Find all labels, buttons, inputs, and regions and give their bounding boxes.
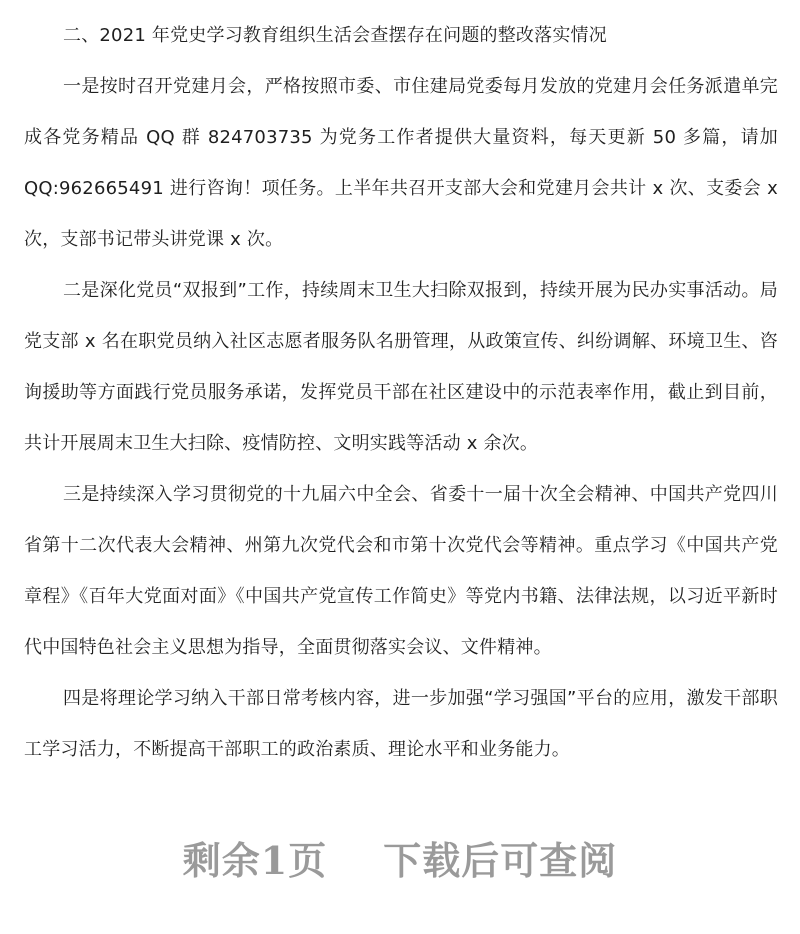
download-banner[interactable]: [0, 830, 800, 885]
section-heading: 二、2021 年党史学习教育组织生活会查摆存在问题的整改落实情况: [63, 25, 607, 46]
download-hint-label: 下载后可查阅: [383, 838, 618, 883]
paragraph-3: 三是持续深入学习贯彻党的十九届六中全会、省委十一届十次全会精神、中国共产党四川省第十二次代表大会精神、州第九次党代会和市第十次党代会等精神。重点学习《中国共产党章程》《百年大党面对面》《中国共产党宣传工作简史》等党内书籍、法律法规，以习近平新时代中国特色社会主义思想为指导，全面贯彻落实会议、文件精神。: [24, 484, 778, 658]
remaining-pages-label: 剩余1页: [182, 838, 328, 883]
paragraph-4: 四是将理论学习纳入干部日常考核内容，进一步加强“学习强国”平台的应用，激发干部职工学习活力，不断提高干部职工的政治素质、理论水平和业务能力。: [24, 688, 778, 760]
paragraph-2: 二是深化党员“双报到”工作，持续周末卫生大扫除双报到，持续开展为民办实事活动。局党支部 x 名在职党员纳入社区志愿者服务队名册管理，从政策宣传、纠纷调解、环境卫生、咨询援助等方面践行党员服务承诺，发挥党员干部在社区建设中的示范表率作用，截止到目前，共计开展周末卫生大扫除、疫情防控、文明实践等活动 x 余次。: [24, 280, 778, 454]
paragraph-1: 一是按时召开党建月会，严格按照市委、市住建局党委每月发放的党建月会任务派遣单完成各党务精品 QQ 群 824703735 为党务工作者提供大量资料，每天更新 50 多篇，请加 QQ:962665491 进行咨询！项任务。上半年共召开支部大会和党建月会共计 x 次、支委会 x 次，支部书记带头讲党课 x 次。: [24, 76, 778, 250]
